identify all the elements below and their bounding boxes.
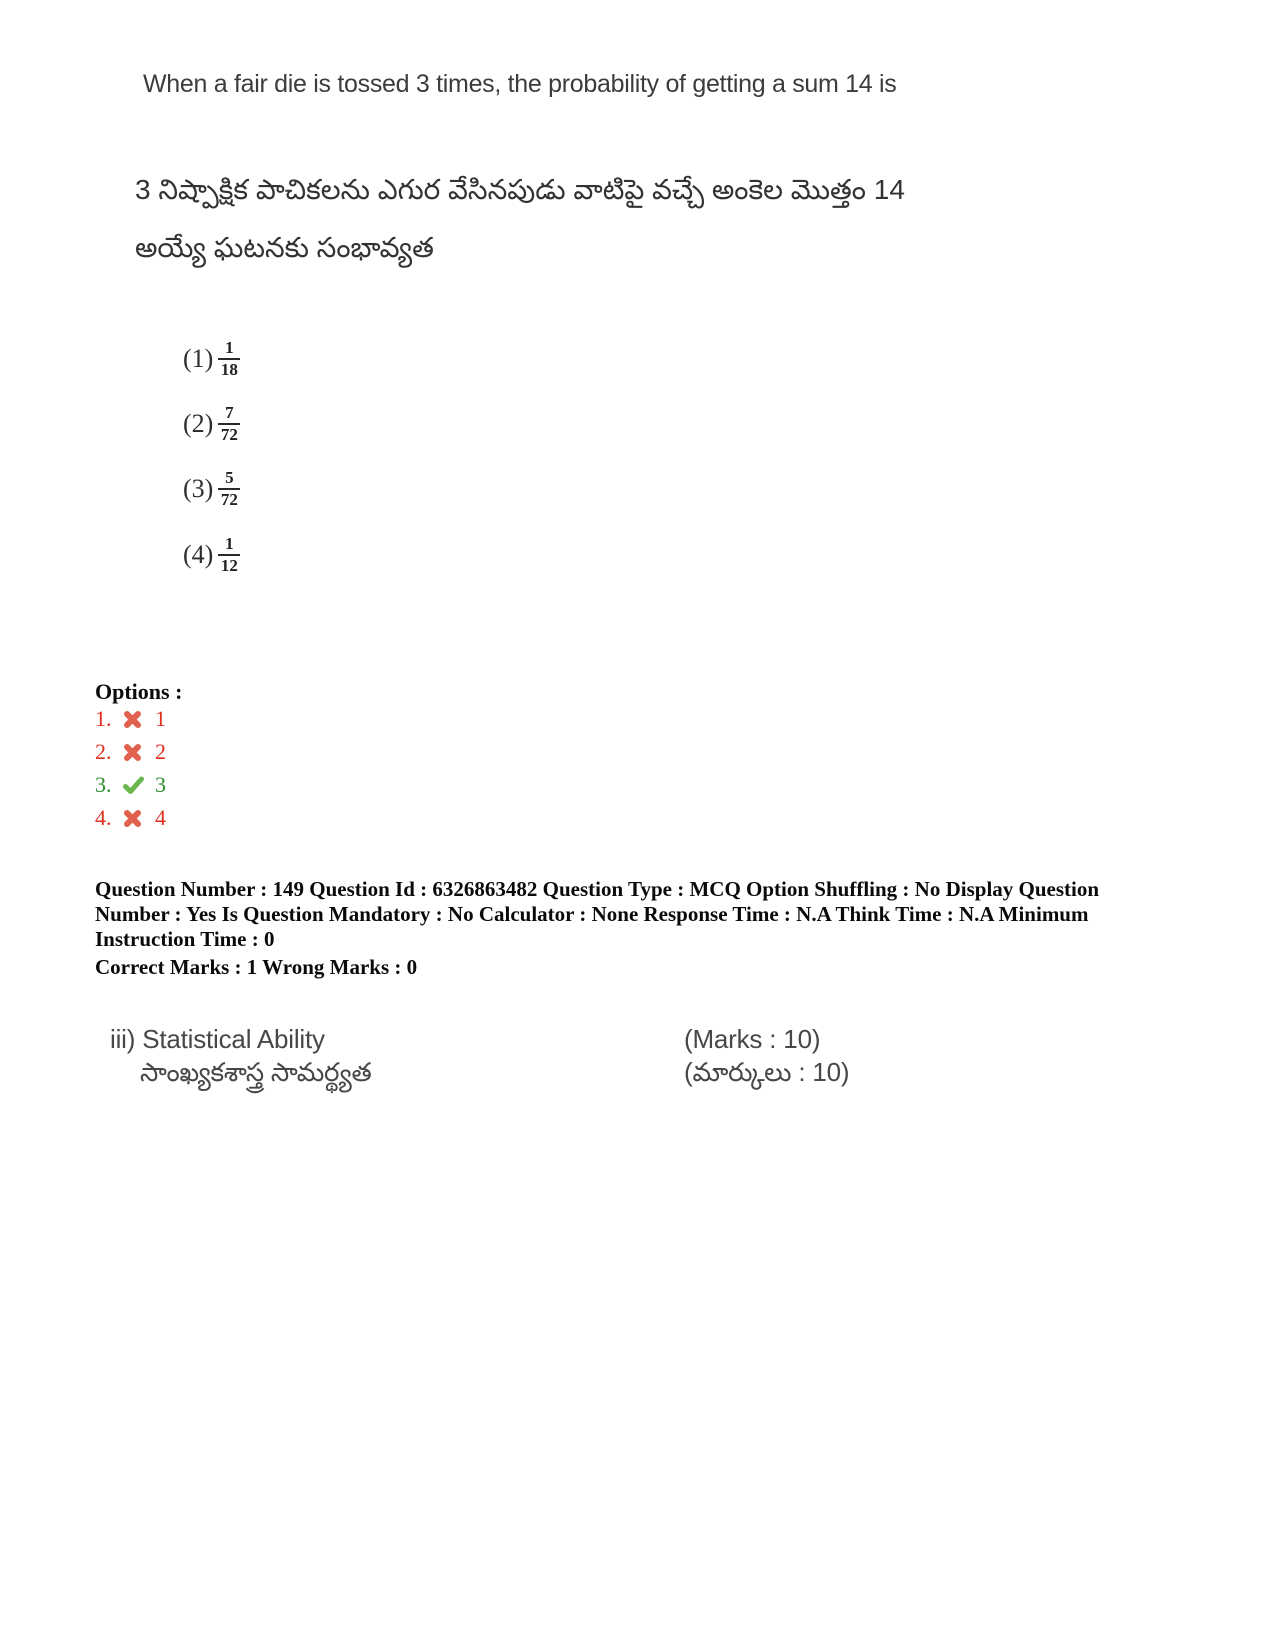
cross-icon xyxy=(123,809,142,828)
option-value: 3 xyxy=(155,772,166,797)
fraction-denominator: 12 xyxy=(220,556,238,575)
section-marks-english: (Marks : 10) xyxy=(684,1024,821,1054)
question-text-english: When a fair die is tossed 3 times, the probability of getting a sum 14 is xyxy=(143,70,897,98)
fraction xyxy=(218,403,240,445)
question-text-telugu-line2: అయ్యే ఘటనకు సంభావ్యత xyxy=(135,232,434,263)
metadata-line-1: Question Number : 149 Question Id : 6326863482 Question Type : MCQ Option Shuffling : No Display Question xyxy=(95,877,1100,901)
fraction-numerator: 1 xyxy=(218,338,240,360)
fraction-numerator: 1 xyxy=(218,534,240,556)
option-value: 4 xyxy=(155,805,166,830)
cross-icon xyxy=(123,710,142,729)
section-title-telugu: సాంఖ్యకశాస్త్ర సామర్థ్యత xyxy=(140,1057,372,1087)
answer-choice-4 xyxy=(183,534,240,576)
choice-label: (3) xyxy=(183,474,214,503)
fraction-denominator: 72 xyxy=(220,490,238,509)
fraction-denominator: 72 xyxy=(220,425,238,444)
option-value: 1 xyxy=(155,706,166,731)
option-index: 2. xyxy=(95,739,112,764)
fraction-numerator: 7 xyxy=(218,403,240,425)
check-icon xyxy=(123,776,142,795)
fraction xyxy=(218,534,240,576)
fraction xyxy=(218,338,240,380)
option-index: 3. xyxy=(95,772,112,797)
metadata-line-2: Number : Yes Is Question Mandatory : No Calculator : None Response Time : N.A Think Time : N.A Minimum xyxy=(95,902,1089,926)
option-index: 1. xyxy=(95,706,112,731)
fraction-denominator: 18 xyxy=(220,360,238,379)
question-text-telugu-line1: 3 నిష్పాక్షిక పాచికలను ఎగుర వేసినపుడు వాటిపై వచ్చే అంకెల మొత్తం 14 xyxy=(135,174,905,205)
fraction xyxy=(218,468,240,510)
option-value: 2 xyxy=(155,739,166,764)
section-marks-telugu: (మార్కులు : 10) xyxy=(684,1057,850,1087)
choice-label: (4) xyxy=(183,540,214,569)
option-result-row-2 xyxy=(95,741,166,763)
marks-summary: Correct Marks : 1 Wrong Marks : 0 xyxy=(95,955,418,979)
answer-choice-2 xyxy=(183,403,240,445)
choice-label: (1) xyxy=(183,344,214,373)
option-result-row-1 xyxy=(95,708,166,730)
option-index: 4. xyxy=(95,805,112,830)
cross-icon xyxy=(123,743,142,762)
options-heading: Options : xyxy=(95,679,183,704)
question-metadata xyxy=(95,877,1205,952)
fraction-numerator: 5 xyxy=(218,468,240,490)
choice-label: (2) xyxy=(183,409,214,438)
metadata-line-3: Instruction Time : 0 xyxy=(95,927,275,951)
option-result-row-3 xyxy=(95,774,166,796)
option-result-row-4 xyxy=(95,807,166,829)
answer-choice-1 xyxy=(183,338,240,380)
answer-choice-3 xyxy=(183,468,240,510)
section-title-english: iii) Statistical Ability xyxy=(110,1024,325,1054)
